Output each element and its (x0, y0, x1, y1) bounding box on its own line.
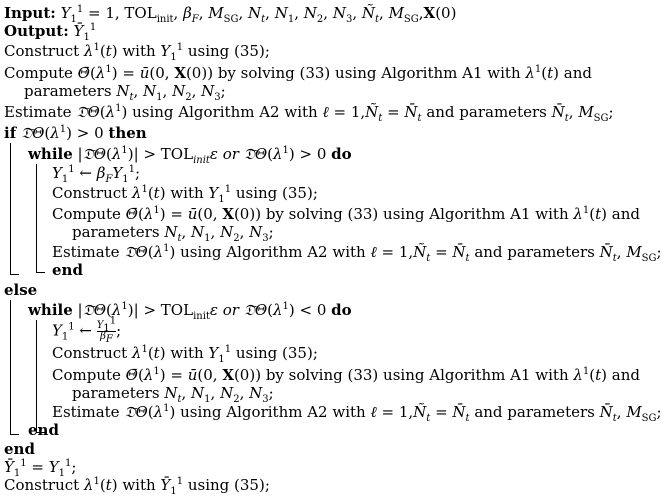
while2-line-5: Estimate $𝔇̄\Theta(\lambda^1)$ using Algorithm A2 with ℓ = $1,Ñ_t$ = $N̄_t$ and parameters $N̄_t$, $M_{SG}$; (52, 403, 662, 424)
algo-line-final-2: Construct $\lambda^1(t)$ with Ῡ$_1^1$ using (35); (4, 476, 270, 497)
while2-line-4: parameters $N_t$, $N_1$, $N_2$, $N_3$; (72, 384, 274, 405)
output-label: Output: (4, 22, 69, 40)
while1-line-2: Construct $\lambda^1(t)$ with $\Upsilon_1^1$ using (35); (52, 184, 318, 205)
while-line-1: while $|𝔇̄\Theta(\lambda^1)| > TOL_{init}\varepsilon$ or $𝔇̄\Theta(\lambda^1) > 0$ do (28, 145, 352, 166)
algo-line-final-1: Ῡ$_1^1$ = $\Upsilon_1^1$; (4, 458, 77, 479)
output-text: Ῡ$_1^1$ (73, 22, 97, 43)
while-line-2: while $|𝔇̄\Theta(\lambda^1)| > TOL_{init}\varepsilon$ or $𝔇̄\Theta(\lambda^1) < 0$ do (28, 301, 352, 322)
end-if: end (4, 440, 35, 458)
if-block-bracket (10, 143, 19, 275)
algo-line-2: Compute $\Thetā(\lambda^1)$ = ū(0, X(0)) by solving (33) using Algorithm A1 with $\lambda^1(t)$ and (4, 64, 592, 82)
end-while-2: end (28, 421, 59, 439)
if-line: if $𝔇̄\Theta(\lambda^1) > 0$ then (4, 124, 147, 142)
input-line (4, 4, 457, 25)
while2-line-3: Compute $\Thetā(\lambda^1)$ = ū(0, X(0)) by solving (33) using Algorithm A1 with $\lambda^1(t)$ and (52, 366, 640, 384)
while1-line-4: parameters $N_t$, $N_1$, $N_2$, $N_3$; (72, 223, 274, 244)
input-text: $\Upsilon_1^1 = 1$, $TOL_{init}$, $\beta_F$, $M_{SG}$, $N_t$, $N_1$, $N_2$, $N_3$, $Ñ_t$, $M_{SG},X(0)$ (60, 4, 457, 25)
output-line (4, 22, 97, 43)
algo-line-1: Construct $\lambda^1(t)$ with $\Upsilon_1^1$ using (35); (4, 42, 270, 63)
algo-line-3: parameters $N_t$, $N_1$, $N_2$, $N_3$; (24, 82, 226, 103)
else-line: else (4, 281, 38, 299)
end-while-1: end (52, 261, 83, 279)
while1-line-3: Compute $\Thetā(\lambda^1)$ = ū(0, X(0)) by solving (33) using Algorithm A1 with $\lambda^1(t)$ and (52, 205, 640, 223)
while1-line-1: $\Upsilon_1^1$ ← $\beta_F\Upsilon_1^1$; (52, 164, 141, 185)
else-block-bracket (10, 300, 19, 435)
while-block-bracket-2 (36, 320, 45, 433)
while1-line-5: Estimate $𝔇̄\Theta(\lambda^1)$ using Algorithm A2 with ℓ = $1,Ñ_t$ = $N̄_t$ and parameters $N̄_t$, $M_{SG}$; (52, 243, 662, 264)
while-block-bracket-1 (36, 164, 45, 273)
while2-line-1: $\Upsilon_1^1$ ← $\frac{\Upsilon_1^1}{\beta_F}$ ; (52, 315, 122, 345)
while2-line-2: Construct $\lambda^1(t)$ with $\Upsilon_1^1$ using (35); (52, 344, 318, 365)
input-label: Input: (4, 4, 56, 22)
algo-line-4: Estimate $𝔇̄\Theta(\lambda^1)$ using Algorithm A2 with ℓ = $1,Ñ_t$ = $N̄_t$ and parameters $N̄_t$, $M_{SG}$; (4, 103, 614, 124)
